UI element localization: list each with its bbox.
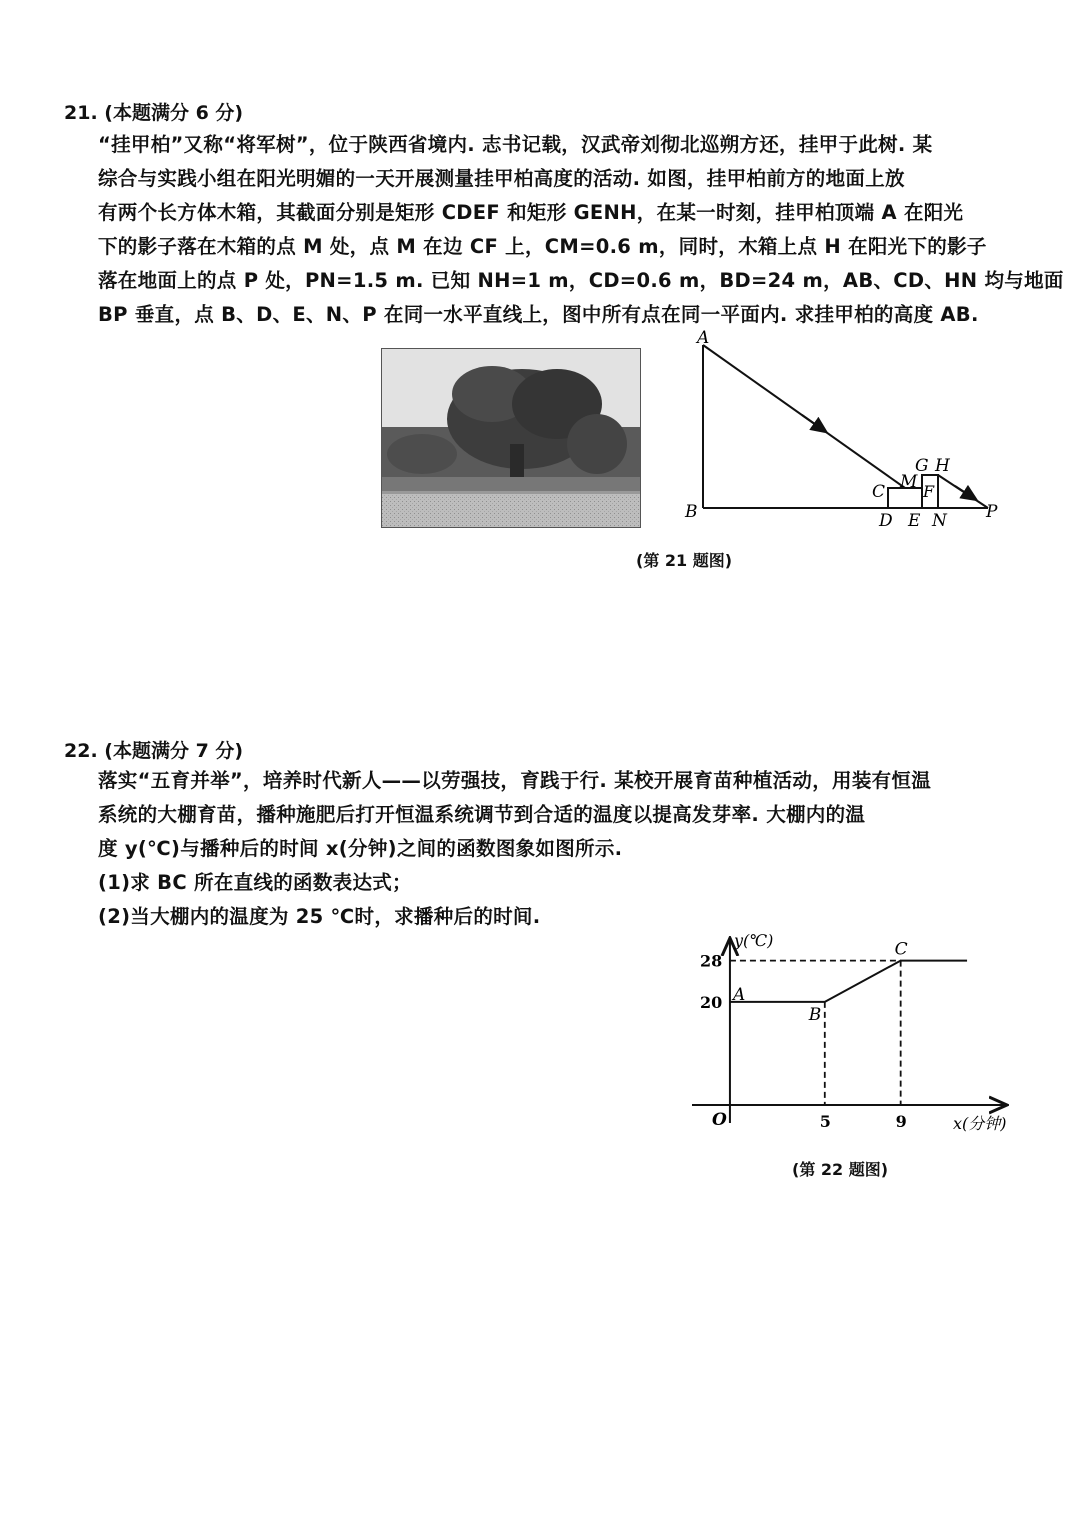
q21-line: 有两个长方体木箱，其截面分别是矩形 CDEF 和矩形 GENH，在某一时刻，挂甲柏顶端 A 在阳光 [98, 201, 964, 224]
q22-line: 系统的大棚育苗，播种施肥后打开恒温系统调节到合适的温度以提高发芽率. 大棚内的温 [98, 803, 866, 826]
q22-line: (2)当大棚内的温度为 25 ℃时，求播种后的时间. [98, 905, 541, 928]
label-f: F [923, 482, 935, 501]
q21-line: BP 垂直，点 B、D、E、N、P 在同一水平直线上，图中所有点在同一平面内. 求挂甲柏的高度 AB. [98, 303, 979, 326]
q21-line: 综合与实践小组在阳光明媚的一天开展测量挂甲柏高度的活动. 如图，挂甲柏前方的地面上放 [98, 167, 905, 190]
point-label-a: A [732, 984, 746, 1005]
q21-line: “挂甲柏”又称“将军树”，位于陕西省境内. 志书记载，汉武帝刘彻北巡朔方还，挂甲于此树. 某 [98, 133, 933, 156]
figure-22-caption: (第 22 题图) [792, 1160, 889, 1179]
label-a: A [697, 328, 710, 348]
question-22-title: 22. (本题满分 7 分) [64, 740, 244, 762]
figure-22-chart [680, 930, 1020, 1140]
question-22-text [98, 764, 931, 934]
origin-label: O [711, 1110, 727, 1130]
figure-21-caption: (第 21 题图) [636, 551, 733, 570]
y-tick-label: 28 [699, 951, 723, 971]
x-tick-label: 9 [895, 1112, 907, 1131]
tree-photo [381, 348, 641, 528]
label-e: E [908, 511, 921, 531]
label-c: C [872, 482, 886, 502]
question-21-title: 21. (本题满分 6 分) [64, 102, 244, 124]
q21-line: 落在地面上的点 P 处，PN=1.5 m. 已知 NH=1 m，CD=0.6 m，BD=24 m，AB、CD、HN 均与地面 [98, 269, 1064, 292]
question-21-text [98, 128, 1064, 332]
label-n: N [932, 511, 947, 531]
q22-line: (1)求 BC 所在直线的函数表达式； [98, 871, 412, 894]
label-d: D [879, 511, 893, 531]
point-label-b: B [808, 1004, 822, 1025]
label-h: H [935, 456, 950, 476]
q21-line: 下的影子落在木箱的点 M 处，点 M 在边 CF 上，CM=0.6 m，同时，木箱上点 H 在阳光下的影子 [98, 235, 987, 258]
q22-line: 度 y(℃)与播种后的时间 x(分钟)之间的函数图象如图所示. [98, 837, 623, 860]
point-label-c: C [894, 939, 908, 960]
label-m: M [900, 472, 918, 492]
x-axis-label: x(分钟) [953, 1114, 1007, 1133]
y-axis-label: y(℃) [733, 931, 774, 950]
series-temperature-line [730, 961, 967, 1002]
y-tick-label: 20 [699, 992, 723, 1012]
x-tick-label: 5 [819, 1112, 831, 1131]
label-b: B [685, 502, 698, 522]
figure-21-diagram [670, 325, 1010, 540]
label-g: G [915, 456, 929, 476]
label-p: P [986, 502, 998, 522]
q22-line: 落实“五育并举”，培养时代新人——以劳强技，育践于行. 某校开展育苗种植活动，用装有恒温 [98, 769, 932, 792]
